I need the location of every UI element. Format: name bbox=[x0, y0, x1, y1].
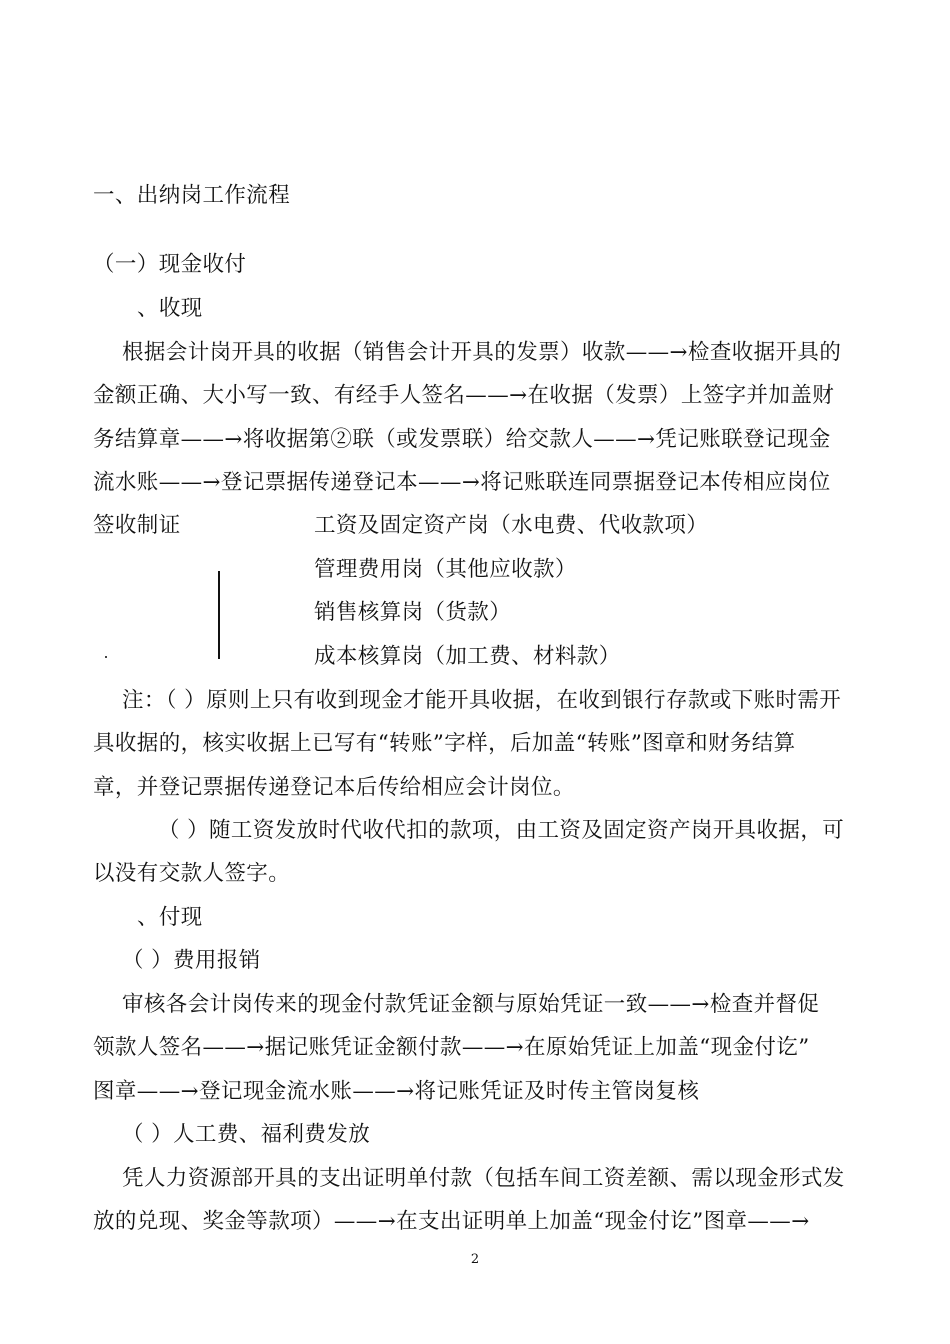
sub-expense-heading: （ ）费用报销 bbox=[122, 948, 261, 973]
note1-line: 章，并登记票据传递登记本后传给相应会计岗位。 bbox=[93, 775, 575, 800]
receive-para-line: 流水账——→登记票据传递登记本——→将记账联连同票据登记本传相应岗位 bbox=[93, 470, 831, 495]
post-item: 工资及固定资产岗（水电费、代收款项） bbox=[314, 513, 709, 538]
item-receive-heading: 、收现 bbox=[137, 296, 203, 321]
receive-para-line: 金额正确、大小写一致、有经手人签名——→在收据（发票）上签字并加盖财 bbox=[93, 383, 835, 408]
note2-line: （ ）随工资发放时代收代扣的款项，由工资及固定资产岗开具收据，可 bbox=[158, 818, 845, 843]
subsection-title: （一）现金收付 bbox=[93, 252, 247, 277]
bracket-line bbox=[218, 571, 220, 659]
note1-line: 注：（ ）原则上只有收到现金才能开具收据，在收到银行存款或下账时需开 bbox=[122, 688, 842, 713]
post-item: 销售核算岗（货款） bbox=[314, 600, 512, 625]
sub-labor-heading: （ ）人工费、福利费发放 bbox=[122, 1122, 371, 1147]
labor-para-line: 凭人力资源部开具的支出证明单付款（包括车间工资差额、需以现金形式发 bbox=[122, 1166, 845, 1191]
expense-para-line: 图章——→登记现金流水账——→将记账凭证及时传主管岗复核 bbox=[93, 1079, 700, 1104]
sign-label: 签收制证 bbox=[93, 513, 181, 538]
expense-para-line: 审核各会计岗传来的现金付款凭证金额与原始凭证一致——→检查并督促 bbox=[122, 992, 820, 1017]
labor-para-line: 放的兑现、奖金等款项）——→在支出证明单上加盖“现金付讫”图章——→ bbox=[93, 1209, 810, 1234]
section-title: 一、出纳岗工作流程 bbox=[93, 183, 291, 208]
note1-line: 具收据的，核实收据上已写有“转账”字样，后加盖“转账”图章和财务结算 bbox=[93, 731, 796, 756]
receive-para-line: 根据会计岗开具的收据（销售会计开具的发票）收款——→检查收据开具的 bbox=[122, 340, 842, 365]
post-item: 成本核算岗（加工费、材料款） bbox=[314, 644, 621, 669]
page-number: 2 bbox=[470, 1252, 480, 1267]
note2-line: 以没有交款人签字。 bbox=[93, 861, 291, 886]
item-pay-heading: 、付现 bbox=[137, 905, 203, 930]
receive-para-line: 务结算章——→将收据第②联（或发票联）给交款人——→凭记账联登记现金 bbox=[93, 427, 831, 452]
post-item: 管理费用岗（其他应收款） bbox=[314, 557, 577, 582]
stray-mark bbox=[105, 656, 107, 658]
expense-para-line: 领款人签名——→据记账凭证金额付款——→在原始凭证上加盖“现金付讫” bbox=[93, 1035, 810, 1060]
